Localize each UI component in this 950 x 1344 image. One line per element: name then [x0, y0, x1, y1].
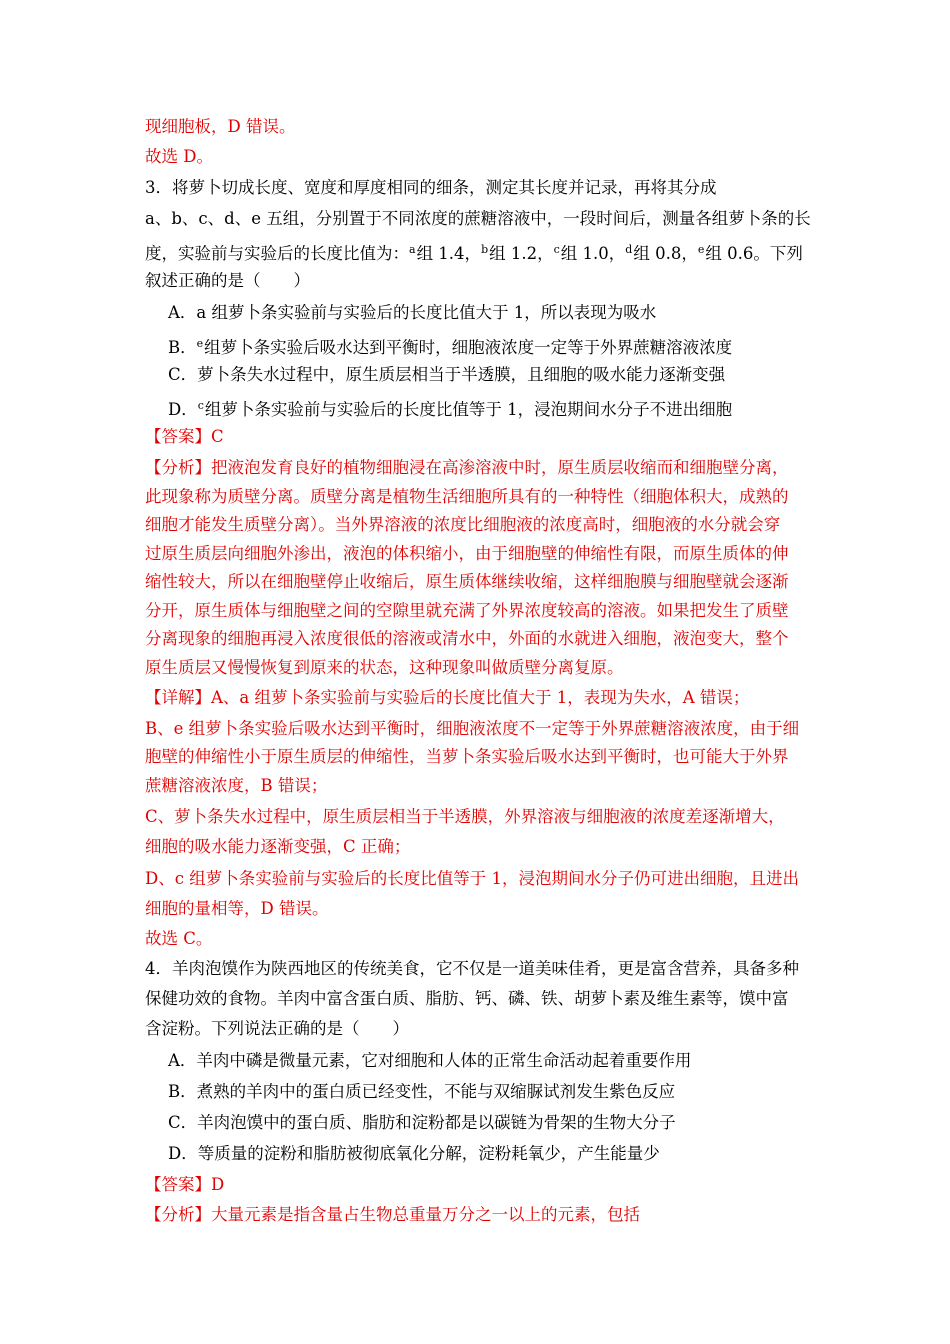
q3-stem-line: a、b、c、d、e 五组，分别置于不同浓度的蔗糖溶液中，一段时间后，测量各组萝卜条的长: [145, 209, 811, 228]
q3-detail-line: 胞壁的伸缩性小于原生质层的伸缩性，当萝卜条实验后吸水达到平衡时，也可能大于外界: [145, 747, 789, 766]
q3-stem-line: 叙述正确的是（ ）: [145, 271, 310, 290]
q3-option-b: B．$^e$组萝卜条实验后吸水达到平衡时，细胞液浓度一定等于外界蔗糖溶液浓度: [168, 337, 733, 357]
q3-detail-line: B、e 组萝卜条实验后吸水达到平衡时，细胞液浓度不一定等于外界蔗糖溶液浓度，由于细: [145, 719, 800, 738]
q3-analysis-line: 【分析】把液泡发育良好的植物细胞浸在高渗溶液中时，原生质层收缩而和细胞壁分离，: [145, 458, 789, 477]
q4-analysis-line: 【分析】大量元素是指含量占生物总重量万分之一以上的元素，包括: [145, 1205, 640, 1224]
group-label-e: e: [697, 243, 705, 256]
q4-option-b: B．煮熟的羊肉中的蛋白质已经变性，不能与双缩脲试剂发生紫色反应: [168, 1082, 676, 1101]
q3-detail-line: 细胞的量相等，D 错误。: [145, 899, 329, 918]
q3-conclusion: 故选 C。: [145, 929, 213, 948]
q4-stem-line: 4．羊肉泡馍作为陕西地区的传统美食，它不仅是一道美味佳肴，更是富含营养，具备多种: [145, 959, 799, 978]
q4-stem-line: 含淀粉。下列说法正确的是（ ）: [145, 1019, 409, 1038]
group-label-a: a: [409, 243, 416, 256]
prev-conclusion-line: 故选 D。: [145, 147, 213, 166]
q4-option-d: D．等质量的淀粉和脂肪被彻底氧化分解，淀粉耗氧少，产生能量少: [168, 1144, 660, 1163]
q3-option-d: D．$^c$组萝卜条实验前与实验后的长度比值等于 1，浸泡期间水分子不进出细胞: [168, 399, 733, 419]
prev-explanation-line: 现细胞板，D 错误。: [145, 117, 296, 136]
q3-analysis-line: 缩性较大，所以在细胞壁停止收缩后，原生质体继续收缩，这样细胞膜与细胞壁就会逐渐: [145, 572, 789, 591]
q3-analysis-line: 分开，原生质体与细胞壁之间的空隙里就充满了外界浓度较高的溶液。如果把发生了质壁: [145, 601, 789, 620]
q3-option-c: C．萝卜条失水过程中，原生质层相当于半透膜，且细胞的吸水能力逐渐变强: [168, 365, 726, 384]
q3-detail-line: 蔗糖溶液浓度，B 错误；: [145, 776, 328, 795]
q3-analysis-line: 细胞才能发生质壁分离）。当外界溶液的浓度比细胞液的浓度高时，细胞液的水分就会穿: [145, 515, 781, 534]
q3-analysis-line: 此现象称为质壁分离。质壁分离是植物生活细胞所具有的一种特性（细胞体积大，成熟的: [145, 487, 789, 506]
q4-option-a: A．羊肉中磷是微量元素，它对细胞和人体的正常生命活动起着重要作用: [168, 1051, 692, 1070]
q3-analysis-line: 原生质层又慢慢恢复到原来的状态，这种现象叫做质壁分离复原。: [145, 658, 624, 677]
group-label-d: d: [625, 243, 633, 256]
group-label-c: c: [553, 243, 560, 256]
q3-analysis-line: 分离现象的细胞再浸入浓度很低的溶液或清水中，外面的水就进入细胞，液泡变大，整个: [145, 629, 789, 648]
q4-option-c: C．羊肉泡馍中的蛋白质、脂肪和淀粉都是以碳链为骨架的生物大分子: [168, 1113, 676, 1132]
q3-answer: 【答案】C: [145, 427, 224, 446]
q3-option-a: A．a 组萝卜条实验前与实验后的长度比值大于 1，所以表现为吸水: [168, 303, 657, 322]
q3-detail-line: 细胞的吸水能力逐渐变强，C 正确；: [145, 837, 411, 856]
q3-stem-line: 度，实验前与实验后的长度比值为：$^a$组 1.4，$^b$组 1.2，$^c$组 1.0，$^d$组 0.8，$^e$组 0.6。下列: [145, 243, 803, 263]
q3-analysis-line: 过原生质层向细胞外渗出，液泡的体积缩小，由于细胞壁的伸缩性有限，而原生质体的伸: [145, 544, 789, 563]
q4-stem-line: 保健功效的食物。羊肉中富含蛋白质、脂肪、钙、磷、铁、胡萝卜素及维生素等，馍中富: [145, 989, 789, 1008]
group-label-b: b: [481, 243, 489, 256]
q4-answer: 【答案】D: [145, 1175, 225, 1194]
q3-detail-line: 【详解】A、a 组萝卜条实验前与实验后的长度比值大于 1，表现为失水，A 错误；: [145, 688, 750, 707]
q3-stem-line: 3．将萝卜切成长度、宽度和厚度相同的细条，测定其长度并记录，再将其分成: [145, 178, 717, 197]
q3-detail-line: C、萝卜条失水过程中，原生质层相当于半透膜，外界溶液与细胞液的浓度差逐渐增大，: [145, 807, 785, 826]
q3-detail-line: D、c 组萝卜条实验前与实验后的长度比值等于 1，浸泡期间水分子仍可进出细胞，且进出: [145, 869, 799, 888]
